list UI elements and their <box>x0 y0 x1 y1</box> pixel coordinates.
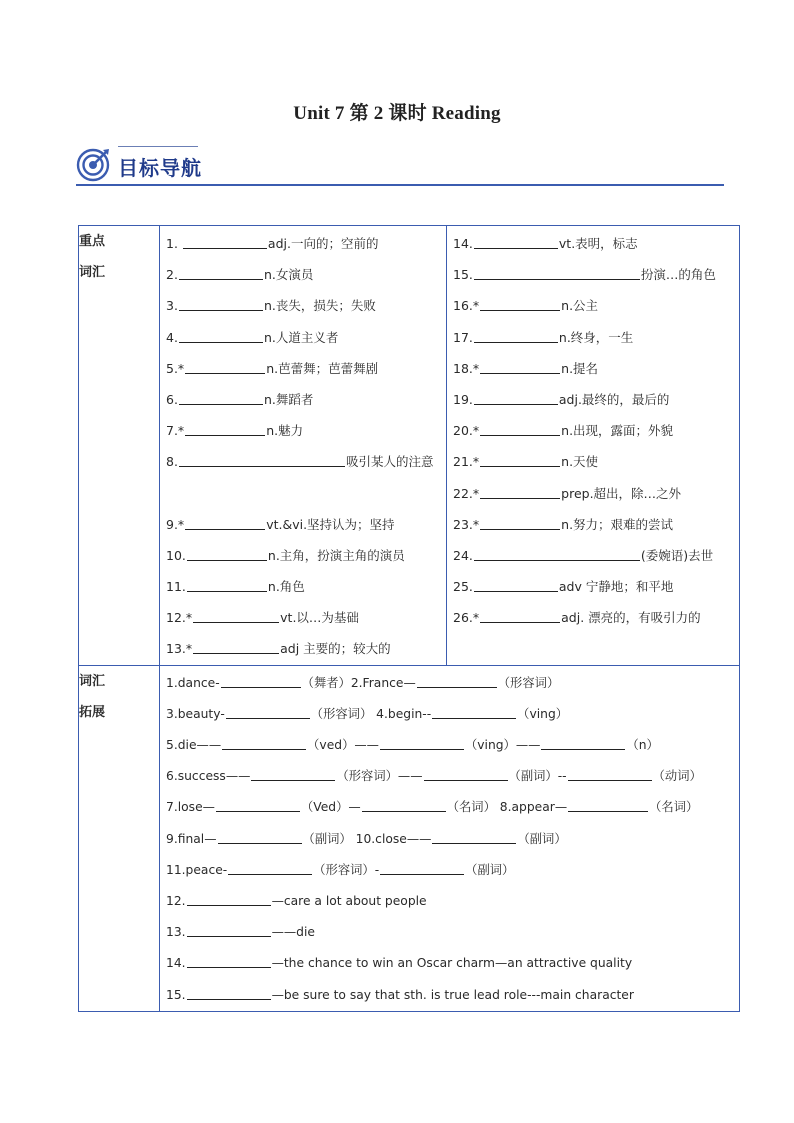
blank-field[interactable] <box>187 577 267 592</box>
extension-item: 3.beauty- （形容词） 4.begin-- （ving） <box>166 699 733 730</box>
section-label: 目标导航 <box>118 156 202 180</box>
vocab-extension-row <box>79 665 740 1011</box>
vocab-item: 3. n.丧失，损失；失败 <box>166 298 376 314</box>
blank-field[interactable] <box>541 735 625 750</box>
blank-field[interactable] <box>193 639 279 654</box>
blank-field[interactable] <box>179 265 263 280</box>
blank-field[interactable] <box>474 546 640 561</box>
vocab-item: 13.* adj 主要的；较大的 <box>166 641 391 657</box>
blank-field[interactable] <box>432 704 516 719</box>
header-top-rule <box>118 146 198 147</box>
blank-field[interactable] <box>480 608 560 623</box>
key-vocab-heading: 重点 词汇 <box>79 226 160 666</box>
extension-item: 6.success—— （形容词）—— （副词）-- （动词） <box>166 761 733 792</box>
blank-field[interactable] <box>216 797 300 812</box>
vocab-item: 18.* n.提名 <box>453 360 599 376</box>
vocab-item: 12.* vt.以…为基础 <box>166 610 359 626</box>
blank-field[interactable] <box>185 515 265 530</box>
blank-field[interactable] <box>222 735 306 750</box>
blank-field[interactable] <box>187 953 271 968</box>
vocab-item: 10. n.主角，扮演主角的演员 <box>166 547 405 563</box>
vocab-extension-heading: 词汇 拓展 <box>79 665 160 1011</box>
vocab-extension-body <box>160 665 740 1011</box>
blank-field[interactable] <box>179 296 263 311</box>
blank-field[interactable] <box>185 359 265 374</box>
blank-field[interactable] <box>480 484 560 499</box>
vocab-item: 9.* vt.&vi.坚持认为；坚持 <box>166 516 395 532</box>
blank-field[interactable] <box>568 766 652 781</box>
blank-field[interactable] <box>193 608 279 623</box>
extension-item: 5.die—— （ved）—— （ving）—— （n） <box>166 730 733 761</box>
blank-field[interactable] <box>480 452 560 467</box>
extension-item: 13. ——die <box>166 917 733 948</box>
vocab-item: 1. adj.一向的；空前的 <box>166 236 379 251</box>
blank-field[interactable] <box>474 390 558 405</box>
blank-field[interactable] <box>474 234 558 249</box>
vocab-item: 7.* n.魅力 <box>166 423 304 439</box>
blank-field[interactable] <box>424 766 508 781</box>
vocab-item: 15. 扮演…的角色 <box>453 267 716 283</box>
blank-field[interactable] <box>474 577 558 592</box>
vocab-item: 21.* n.天使 <box>453 454 599 470</box>
extension-item: 1.dance- （舞者）2.France— （形容词） <box>166 668 733 699</box>
vocab-item: 23.* n.努力；艰难的尝试 <box>453 516 674 532</box>
blank-field[interactable] <box>251 766 335 781</box>
vocab-item: 25. adv 宁静地；和平地 <box>453 579 674 595</box>
extension-item: 9.final— （副词） 10.close—— （副词） <box>166 824 733 855</box>
blank-field[interactable] <box>221 673 301 688</box>
target-icon <box>76 148 110 182</box>
vocab-item: 14. vt.表明，标志 <box>453 236 638 251</box>
vocab-item: 5.* n.芭蕾舞；芭蕾舞剧 <box>166 360 379 376</box>
vocab-item: 20.* n.出现，露面；外貌 <box>453 423 674 439</box>
blank-field[interactable] <box>417 673 497 688</box>
blank-field[interactable] <box>228 860 312 875</box>
blank-field[interactable] <box>179 452 345 467</box>
header-underline <box>76 184 724 186</box>
blank-field[interactable] <box>183 234 267 249</box>
extension-item: 12. —care a lot about people <box>166 886 733 917</box>
blank-field[interactable] <box>179 390 263 405</box>
blank-field[interactable] <box>179 328 263 343</box>
key-vocab-right-column <box>447 226 740 666</box>
vocab-item: 2. n.女演员 <box>166 267 314 283</box>
blank-field[interactable] <box>480 421 560 436</box>
extension-item: 14. —the chance to win an Oscar charm—an attractive quality <box>166 948 733 979</box>
blank-field[interactable] <box>185 421 265 436</box>
blank-field[interactable] <box>474 265 640 280</box>
blank-field[interactable] <box>474 328 558 343</box>
vocab-item: 19. adj.最终的，最后的 <box>453 391 670 407</box>
blank-field[interactable] <box>380 735 464 750</box>
blank-field[interactable] <box>187 922 271 937</box>
blank-field[interactable] <box>218 829 302 844</box>
vocab-item: 26.* adj. 漂亮的，有吸引力的 <box>453 610 701 626</box>
key-vocab-row <box>79 226 740 666</box>
page-title: Unit 7 第 2 课时 Reading <box>293 103 501 124</box>
extension-item: 7.lose— （Ved）— （名词） 8.appear— （名词） <box>166 792 733 823</box>
blank-field[interactable] <box>187 891 271 906</box>
key-vocab-left-column <box>160 226 447 666</box>
vocab-item: 24. (委婉语)去世 <box>453 547 714 563</box>
blank-field[interactable] <box>380 860 464 875</box>
section-header <box>76 146 724 188</box>
extension-item: 15. —be sure to say that sth. is true lead role---main character <box>166 980 733 1011</box>
vocab-item: 4. n.人道主义者 <box>166 329 339 345</box>
blank-field[interactable] <box>432 829 516 844</box>
vocab-item: 11. n.角色 <box>166 579 305 595</box>
blank-field[interactable] <box>480 296 560 311</box>
vocab-item: 22.* prep.超出，除…之外 <box>453 485 682 501</box>
blank-field[interactable] <box>226 704 310 719</box>
blank-field[interactable] <box>480 515 560 530</box>
vocab-item: 6. n.舞蹈者 <box>166 391 314 407</box>
vocab-item: 16.* n.公主 <box>453 298 599 314</box>
extension-item: 11.peace- （形容词）- （副词） <box>166 855 733 886</box>
blank-field[interactable] <box>480 359 560 374</box>
vocab-item: 8. 吸引某人的注意 <box>166 454 434 470</box>
vocab-table <box>78 225 740 1012</box>
blank-field[interactable] <box>568 797 648 812</box>
vocab-item: 17. n.终身，一生 <box>453 329 634 345</box>
blank-field[interactable] <box>362 797 446 812</box>
blank-field[interactable] <box>187 546 267 561</box>
blank-field[interactable] <box>187 985 271 1000</box>
